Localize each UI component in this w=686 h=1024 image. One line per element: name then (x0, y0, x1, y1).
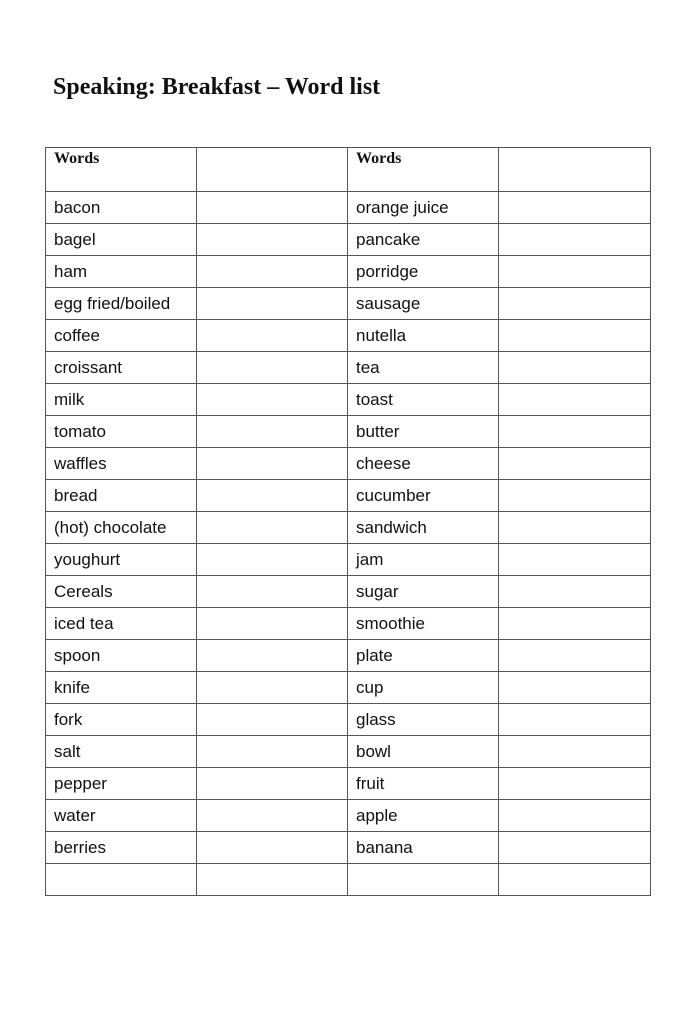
blank-cell (197, 800, 348, 832)
word-cell-left: tomato (46, 416, 197, 448)
table-row (46, 800, 651, 832)
word-cell-left: Cereals (46, 576, 197, 608)
blank-cell (197, 576, 348, 608)
word-cell-left: ham (46, 256, 197, 288)
word-cell-left: egg fried/boiled (46, 288, 197, 320)
word-cell-right: cup (348, 672, 499, 704)
table-row (46, 576, 651, 608)
blank-cell (499, 544, 651, 576)
blank-cell (197, 320, 348, 352)
blank-cell (499, 640, 651, 672)
blank-cell (499, 832, 651, 864)
table-row (46, 704, 651, 736)
page-title: Speaking: Breakfast – Word list (53, 74, 381, 100)
blank-cell (197, 224, 348, 256)
blank-cell (499, 352, 651, 384)
blank-cell (499, 448, 651, 480)
blank-cell (499, 416, 651, 448)
word-cell-right: jam (348, 544, 499, 576)
blank-cell (499, 224, 651, 256)
blank-cell (197, 672, 348, 704)
blank-cell (197, 192, 348, 224)
word-cell-left: water (46, 800, 197, 832)
blank-cell (197, 512, 348, 544)
table-row (46, 864, 651, 896)
word-cell-left: waffles (46, 448, 197, 480)
word-cell-right: cucumber (348, 480, 499, 512)
blank-cell (499, 256, 651, 288)
table-header-row (46, 148, 651, 192)
blank-cell (499, 672, 651, 704)
word-cell-right: glass (348, 704, 499, 736)
table-row (46, 672, 651, 704)
word-cell-left: bagel (46, 224, 197, 256)
word-cell-right (348, 864, 499, 896)
blank-cell (197, 352, 348, 384)
word-cell-right: smoothie (348, 608, 499, 640)
word-cell-right: apple (348, 800, 499, 832)
table-row (46, 480, 651, 512)
word-cell-right: banana (348, 832, 499, 864)
blank-cell (197, 608, 348, 640)
word-cell-right: cheese (348, 448, 499, 480)
word-cell-right: porridge (348, 256, 499, 288)
blank-cell (499, 384, 651, 416)
blank-cell (197, 640, 348, 672)
word-cell-left: iced tea (46, 608, 197, 640)
blank-cell (197, 544, 348, 576)
table-row (46, 224, 651, 256)
table-row (46, 256, 651, 288)
word-cell-left: youghurt (46, 544, 197, 576)
blank-cell (499, 704, 651, 736)
table-row (46, 448, 651, 480)
blank-cell (197, 832, 348, 864)
table-row (46, 192, 651, 224)
blank-cell (197, 480, 348, 512)
blank-cell (499, 736, 651, 768)
blank-header-cell (499, 148, 651, 192)
word-cell-left: knife (46, 672, 197, 704)
blank-cell (197, 704, 348, 736)
word-cell-right: nutella (348, 320, 499, 352)
words-header-left: Words (46, 148, 197, 192)
word-cell-left: (hot) chocolate (46, 512, 197, 544)
blank-cell (197, 768, 348, 800)
blank-cell (197, 736, 348, 768)
blank-cell (499, 480, 651, 512)
word-cell-right: sausage (348, 288, 499, 320)
words-header-right: Words (348, 148, 499, 192)
blank-cell (499, 768, 651, 800)
blank-cell (499, 800, 651, 832)
word-list-table (45, 147, 651, 896)
table-row (46, 544, 651, 576)
word-cell-left: milk (46, 384, 197, 416)
word-cell-left: salt (46, 736, 197, 768)
word-cell-left: bacon (46, 192, 197, 224)
table-row (46, 736, 651, 768)
word-cell-left (46, 864, 197, 896)
word-cell-right: sugar (348, 576, 499, 608)
blank-cell (499, 288, 651, 320)
word-cell-right: pancake (348, 224, 499, 256)
table-row (46, 416, 651, 448)
blank-cell (197, 384, 348, 416)
word-cell-right: butter (348, 416, 499, 448)
table-row (46, 608, 651, 640)
word-cell-right: tea (348, 352, 499, 384)
blank-cell (499, 576, 651, 608)
word-cell-left: croissant (46, 352, 197, 384)
blank-cell (197, 448, 348, 480)
table-row (46, 512, 651, 544)
word-cell-right: orange juice (348, 192, 499, 224)
table-row (46, 288, 651, 320)
word-cell-left: spoon (46, 640, 197, 672)
table-row (46, 352, 651, 384)
table-row (46, 832, 651, 864)
table-row (46, 384, 651, 416)
word-cell-left: bread (46, 480, 197, 512)
blank-cell (499, 864, 651, 896)
word-cell-right: toast (348, 384, 499, 416)
table-row (46, 320, 651, 352)
word-cell-right: plate (348, 640, 499, 672)
blank-cell (197, 864, 348, 896)
word-cell-left: berries (46, 832, 197, 864)
word-cell-left: fork (46, 704, 197, 736)
word-cell-right: bowl (348, 736, 499, 768)
blank-cell (197, 256, 348, 288)
table-row (46, 640, 651, 672)
blank-cell (197, 288, 348, 320)
blank-cell (197, 416, 348, 448)
blank-header-cell (197, 148, 348, 192)
table-row (46, 768, 651, 800)
word-cell-right: sandwich (348, 512, 499, 544)
word-cell-left: coffee (46, 320, 197, 352)
word-cell-left: pepper (46, 768, 197, 800)
blank-cell (499, 608, 651, 640)
blank-cell (499, 512, 651, 544)
blank-cell (499, 192, 651, 224)
word-cell-right: fruit (348, 768, 499, 800)
blank-cell (499, 320, 651, 352)
